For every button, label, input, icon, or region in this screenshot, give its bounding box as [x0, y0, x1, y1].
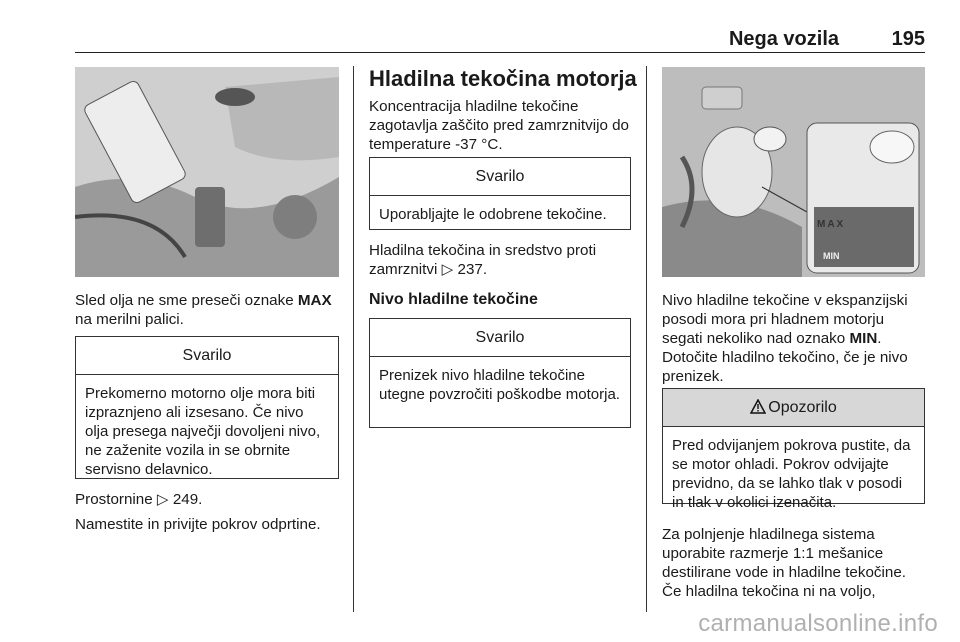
warning-box	[662, 388, 925, 511]
column-divider-2	[646, 66, 647, 612]
capacities-page-ref[interactable]: 249.	[172, 491, 203, 508]
min-label: MIN	[823, 251, 840, 261]
coolant-level-subheading: Nivo hladilne tekočine	[369, 291, 538, 308]
column-divider-1	[353, 66, 354, 612]
refill-text: Za polnjenje hladilnega sistema uporabite razmerje 1:1 mešanice destilirane vode in hladilne tekočine. Če hladilna tekočina ni na voljo,	[662, 526, 907, 600]
oil-notice-title: Svarilo	[76, 337, 338, 375]
coolant-level-text-end: . Dotočite hladilno tekočino, če je nivo prenizek.	[662, 330, 908, 385]
coolant-notice-title: Svarilo	[370, 158, 630, 196]
page-reference-arrow-icon: ▷	[441, 261, 454, 278]
oil-level-paragraph	[75, 291, 343, 329]
coolant-level-paragraph	[662, 291, 927, 386]
coolant-level-text: Nivo hladilne tekočine v ekspanzijski posodi mora pri hladnem motorju segati nekoliko nad oznako	[662, 292, 908, 347]
coolant-heading: Hladilna tekočina motorja	[369, 66, 637, 91]
oil-notice-body: Prekomerno motorno olje mora biti izpraznjeno ali izsesano. Če nivo olja presega največji dovoljeni nivo, ne zaženite vozila in se obrnite servisno delavnico.	[85, 385, 321, 478]
watermark: carmanualsonline.info	[698, 610, 938, 637]
warning-title-bar	[663, 389, 924, 427]
capacities-text: Prostornine	[75, 491, 157, 508]
warning-body: Pred odvijanjem pokrova pustite, da se motor ohladi. Pokrov odvijajte previdno, da se lahko tlak v posodi in tlak v okolici izenačita.	[672, 437, 911, 511]
min-mark-label: MIN	[849, 330, 878, 347]
coolant-notice-box	[369, 157, 631, 230]
section-title: Nega vozila	[728, 28, 839, 50]
oil-level-text-end: na merilni palici.	[75, 311, 184, 328]
capacities-paragraph	[75, 490, 343, 509]
cap-install-text: Namestite in privijte pokrov odprtine.	[75, 516, 321, 533]
antifreeze-text: Hladilna tekočina in sredstvo proti zamrznitvi	[369, 242, 597, 278]
warning-title: Opozorilo	[768, 399, 837, 416]
max-label: MAX	[817, 219, 846, 230]
coolant-reservoir-photo	[662, 67, 925, 277]
coolant-intro-text: Koncentracija hladilne tekočine zagotavlja zaščito pred zamrznitvijo do temperature -37 °C.	[369, 98, 629, 153]
warning-triangle-icon	[750, 391, 766, 428]
cap-install-paragraph	[75, 515, 345, 534]
oil-level-text: Sled olja ne sme preseči oznake	[75, 292, 298, 309]
coolant-notice-body: Uporabljajte le odobrene tekočine.	[379, 206, 607, 223]
page-header	[75, 26, 925, 53]
refill-paragraph	[662, 525, 927, 601]
page-number: 195	[891, 28, 925, 50]
coolant-level-notice-box	[369, 318, 631, 428]
max-mark-label: MAX	[297, 292, 332, 309]
antifreeze-page-ref[interactable]: 237.	[457, 261, 488, 278]
coolant-level-notice-body: Prenizek nivo hladilne tekočine utegne povzročiti poškodbe motorja.	[379, 367, 620, 403]
oil-notice-box	[75, 336, 339, 479]
coolant-intro-paragraph	[369, 97, 639, 154]
coolant-level-notice-title: Svarilo	[370, 319, 630, 357]
page-reference-arrow-icon: ▷	[156, 491, 169, 508]
oil-filling-photo	[75, 67, 339, 277]
antifreeze-paragraph	[369, 241, 631, 279]
